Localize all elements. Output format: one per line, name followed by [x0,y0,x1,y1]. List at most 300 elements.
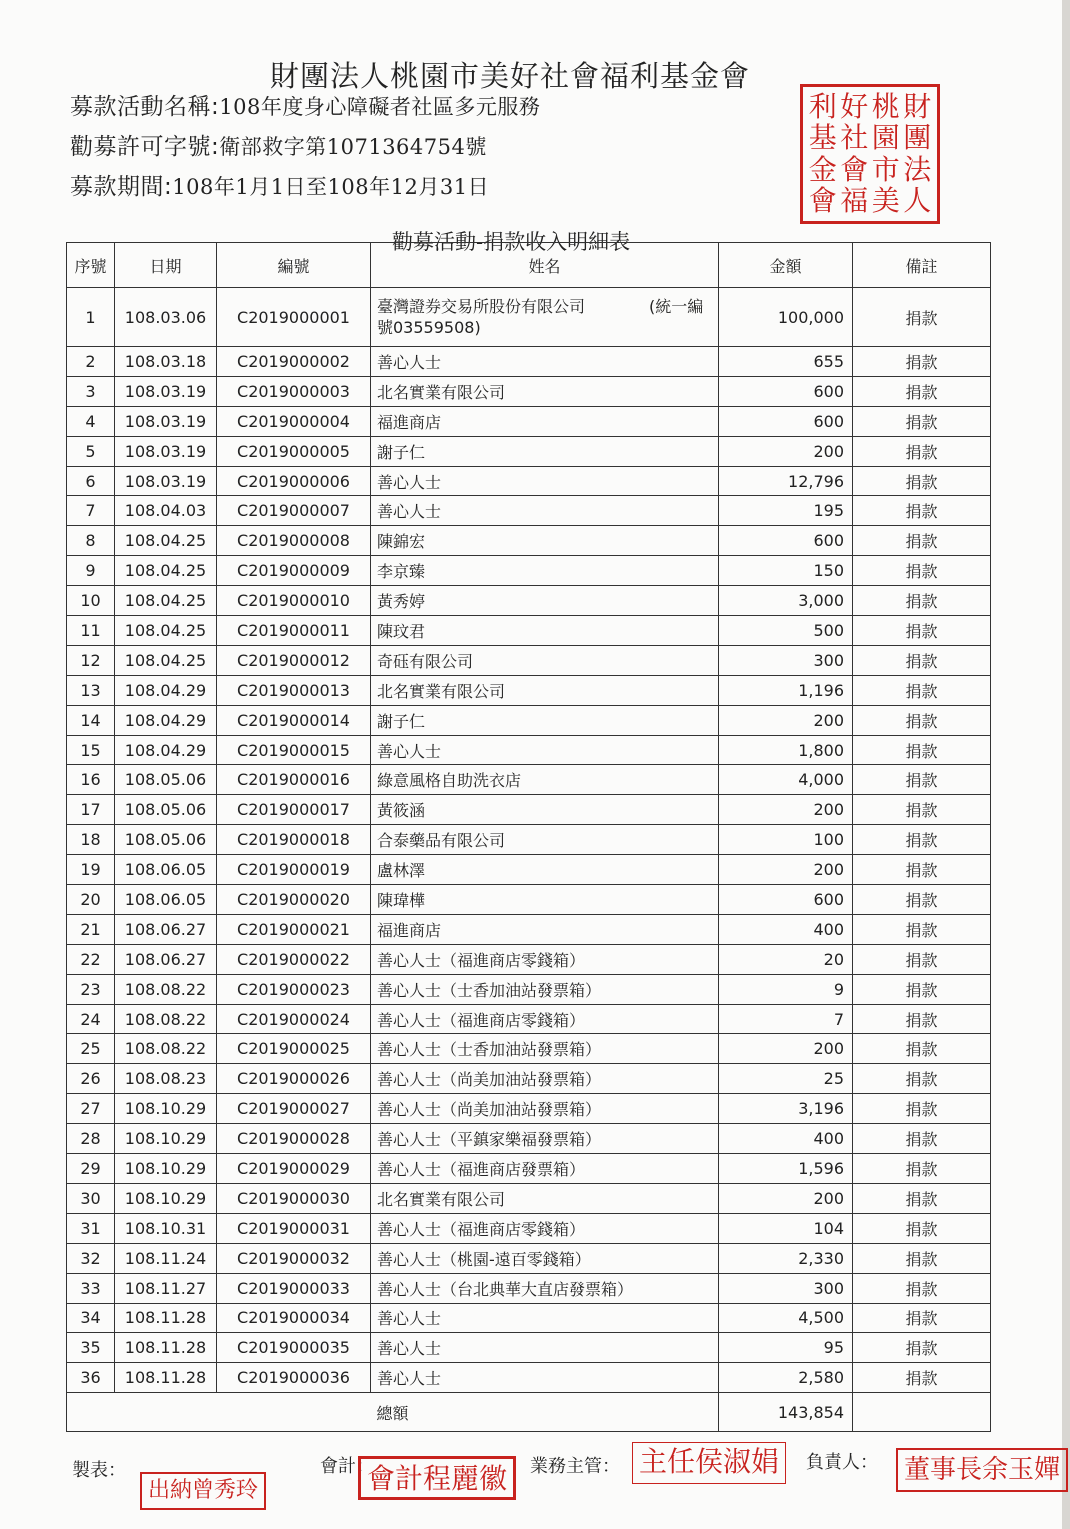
row-code: C2019000025 [217,1034,371,1064]
row-date: 108.04.29 [115,705,217,735]
row-amount: 200 [719,1034,853,1064]
row-amount: 600 [719,526,853,556]
col-header-name: 姓名 [371,243,719,288]
table-row [67,347,991,377]
table-row [67,1243,991,1273]
row-name: 黃秀婷 [371,586,719,616]
row-number: 4 [67,406,115,436]
row-code: C2019000022 [217,944,371,974]
table-row [67,586,991,616]
row-note: 捐款 [853,765,991,795]
row-number: 7 [67,496,115,526]
row-number: 16 [67,765,115,795]
row-date: 108.05.06 [115,795,217,825]
row-note: 捐款 [853,586,991,616]
row-amount: 100,000 [719,288,853,347]
row-amount: 3,000 [719,586,853,616]
row-number: 12 [67,645,115,675]
row-amount: 2,580 [719,1363,853,1393]
permit-line [70,128,487,161]
row-name: 善心人士（士香加油站發票箱） [371,974,719,1004]
row-code: C2019000013 [217,675,371,705]
row-amount: 200 [719,436,853,466]
row-date: 108.11.28 [115,1333,217,1363]
row-name: 謝子仁 [371,436,719,466]
row-date: 108.08.22 [115,1004,217,1034]
row-date: 108.04.25 [115,526,217,556]
row-amount: 200 [719,795,853,825]
table-row [67,735,991,765]
row-name: 盧林澤 [371,855,719,885]
row-code: C2019000002 [217,347,371,377]
row-note: 捐款 [853,795,991,825]
row-code: C2019000023 [217,974,371,1004]
row-amount: 600 [719,885,853,915]
row-amount: 95 [719,1333,853,1363]
row-number: 5 [67,436,115,466]
row-amount: 9 [719,974,853,1004]
row-code: C2019000001 [217,288,371,347]
total-note [853,1393,991,1432]
row-note: 捐款 [853,376,991,406]
table-row [67,288,991,347]
row-number: 9 [67,556,115,586]
row-number: 13 [67,675,115,705]
row-amount: 300 [719,645,853,675]
table-row [67,914,991,944]
row-code: C2019000019 [217,855,371,885]
table-row [67,795,991,825]
row-code: C2019000018 [217,825,371,855]
row-amount: 195 [719,496,853,526]
row-note: 捐款 [853,705,991,735]
row-note: 捐款 [853,1064,991,1094]
row-date: 108.03.18 [115,347,217,377]
row-name: 奇砡有限公司 [371,645,719,675]
row-number: 34 [67,1303,115,1333]
row-note: 捐款 [853,885,991,915]
table-row [67,645,991,675]
row-note: 捐款 [853,974,991,1004]
period-line [70,168,489,201]
permit-value: 衛部救字第1071364754號 [219,135,487,159]
seal-char: 美 [871,184,900,218]
row-name: 善心人士 [371,1333,719,1363]
table-row [67,675,991,705]
row-name: 善心人士（台北典華大直店發票箱） [371,1273,719,1303]
manager-label: 業務主管： [530,1456,620,1477]
row-code: C2019000027 [217,1094,371,1124]
row-note: 捐款 [853,1094,991,1124]
row-date: 108.05.06 [115,825,217,855]
total-row [67,1393,991,1432]
row-note: 捐款 [853,1154,991,1184]
row-name: 善心人士（福進商店發票箱） [371,1154,719,1184]
row-code: C2019000010 [217,586,371,616]
row-number: 27 [67,1094,115,1124]
row-note: 捐款 [853,914,991,944]
table-row [67,825,991,855]
row-code: C2019000012 [217,645,371,675]
page-edge [1062,0,1070,1529]
row-amount: 100 [719,825,853,855]
row-note: 捐款 [853,406,991,436]
row-number: 31 [67,1213,115,1243]
row-code: C2019000008 [217,526,371,556]
row-date: 108.03.06 [115,288,217,347]
table-row [67,1333,991,1363]
total-label: 總額 [67,1393,719,1432]
row-note: 捐款 [853,645,991,675]
row-number: 21 [67,914,115,944]
row-amount: 1,596 [719,1154,853,1184]
row-code: C2019000036 [217,1363,371,1393]
row-note: 捐款 [853,825,991,855]
row-name: 善心人士（士香加油站發票箱） [371,1034,719,1064]
row-note: 捐款 [853,1273,991,1303]
activity-label: 募款活動名稱: [70,94,220,120]
row-name: 善心人士 [371,1363,719,1393]
row-code: C2019000020 [217,885,371,915]
row-name: 北名實業有限公司 [371,675,719,705]
table-row [67,765,991,795]
seal-char: 好 [840,89,869,123]
table-row [67,1363,991,1393]
row-note: 捐款 [853,1183,991,1213]
row-code: C2019000034 [217,1303,371,1333]
row-number: 35 [67,1333,115,1363]
seal-char: 金 [808,152,837,186]
row-date: 108.10.29 [115,1183,217,1213]
row-name: 福進商店 [371,914,719,944]
seal-char: 福 [840,184,869,218]
row-date: 108.06.27 [115,914,217,944]
table-row [67,1213,991,1243]
row-name: 綠意風格自助洗衣店 [371,765,719,795]
row-amount: 3,196 [719,1094,853,1124]
row-date: 108.03.19 [115,466,217,496]
seal-char: 團 [903,121,932,155]
row-date: 108.10.29 [115,1124,217,1154]
row-number: 26 [67,1064,115,1094]
table-row [67,496,991,526]
row-date: 108.06.27 [115,944,217,974]
row-code: C2019000028 [217,1124,371,1154]
row-name: 善心人士 [371,347,719,377]
seal-char: 會 [808,184,837,218]
row-number: 6 [67,466,115,496]
row-code: C2019000014 [217,705,371,735]
row-code: C2019000015 [217,735,371,765]
row-note: 捐款 [853,616,991,646]
col-header-note: 備註 [853,243,991,288]
row-note: 捐款 [853,1303,991,1333]
row-code: C2019000030 [217,1183,371,1213]
row-name: 合泰藥品有限公司 [371,825,719,855]
row-name: 陳玟君 [371,616,719,646]
row-amount: 400 [719,914,853,944]
row-number: 24 [67,1004,115,1034]
period-value: 108年1月1日至108年12月31日 [172,175,490,199]
manager-stamp: 主任侯淑娟 [632,1442,786,1484]
row-date: 108.10.29 [115,1154,217,1184]
row-amount: 500 [719,616,853,646]
row-name: 善心人士（福進商店零錢箱） [371,1004,719,1034]
activity-line [70,88,540,121]
row-name: 善心人士 [371,1303,719,1333]
table-row [67,1064,991,1094]
table-row [67,1004,991,1034]
table-row [67,436,991,466]
table-row [67,466,991,496]
seal-char: 會 [840,152,869,186]
row-name: 善心人士（福進商店零錢箱） [371,944,719,974]
row-note: 捐款 [853,1333,991,1363]
row-date: 108.03.19 [115,406,217,436]
row-name: 黃筱涵 [371,795,719,825]
row-code: C2019000033 [217,1273,371,1303]
row-number: 2 [67,347,115,377]
row-note: 捐款 [853,675,991,705]
row-number: 22 [67,944,115,974]
row-amount: 300 [719,1273,853,1303]
row-name: 陳錦宏 [371,526,719,556]
row-amount: 200 [719,1183,853,1213]
row-number: 17 [67,795,115,825]
row-amount: 20 [719,944,853,974]
row-number: 30 [67,1183,115,1213]
seal-char: 市 [871,152,900,186]
row-number: 1 [67,288,115,347]
row-date: 108.04.29 [115,675,217,705]
table-row [67,1094,991,1124]
table-row [67,376,991,406]
row-date: 108.11.27 [115,1273,217,1303]
row-date: 108.04.25 [115,645,217,675]
row-date: 108.04.29 [115,735,217,765]
table-row [67,556,991,586]
row-code: C2019000021 [217,914,371,944]
chairman-stamp: 董事長余玉嬋 [896,1448,1068,1492]
row-date: 108.04.03 [115,496,217,526]
row-date: 108.11.24 [115,1243,217,1273]
row-note: 捐款 [853,1363,991,1393]
row-number: 8 [67,526,115,556]
row-number: 19 [67,855,115,885]
row-note: 捐款 [853,855,991,885]
row-note: 捐款 [853,1034,991,1064]
table-row [67,974,991,1004]
row-date: 108.08.22 [115,974,217,1004]
row-note: 捐款 [853,1124,991,1154]
row-note: 捐款 [853,735,991,765]
table-row [67,1273,991,1303]
row-name: 善心人士（尚美加油站發票箱） [371,1064,719,1094]
row-note: 捐款 [853,556,991,586]
row-name: 李京臻 [371,556,719,586]
row-date: 108.11.28 [115,1363,217,1393]
organization-seal [800,84,940,224]
row-date: 108.08.23 [115,1064,217,1094]
row-note: 捐款 [853,944,991,974]
table-header-row [67,243,991,288]
row-note: 捐款 [853,496,991,526]
row-date: 108.04.25 [115,586,217,616]
row-amount: 655 [719,347,853,377]
total-amount: 143,854 [719,1393,853,1432]
row-code: C2019000031 [217,1213,371,1243]
row-date: 108.04.25 [115,556,217,586]
row-code: C2019000032 [217,1243,371,1273]
row-date: 108.10.29 [115,1094,217,1124]
table-row [67,1183,991,1213]
row-amount: 600 [719,376,853,406]
seal-char: 法 [903,152,932,186]
accounting-label: 會計： [320,1456,374,1477]
row-name: 善心人士（桃園-遠百零錢箱） [371,1243,719,1273]
row-name: 臺灣證券交易所股份有限公司 (統一編號03559508) [371,288,719,347]
row-code: C2019000024 [217,1004,371,1034]
row-number: 36 [67,1363,115,1393]
row-number: 33 [67,1273,115,1303]
row-amount: 200 [719,855,853,885]
seal-char: 社 [840,121,869,155]
table-row [67,616,991,646]
row-code: C2019000035 [217,1333,371,1363]
row-number: 18 [67,825,115,855]
table-row [67,1303,991,1333]
cashier-stamp: 出納曾秀玲 [140,1472,266,1510]
col-header-date: 日期 [115,243,217,288]
row-number: 14 [67,705,115,735]
row-amount: 104 [719,1213,853,1243]
row-amount: 7 [719,1004,853,1034]
row-date: 108.05.06 [115,765,217,795]
seal-char: 利 [808,89,837,123]
seal-char: 人 [903,184,932,218]
row-number: 23 [67,974,115,1004]
row-note: 捐款 [853,288,991,347]
row-code: C2019000011 [217,616,371,646]
row-name: 謝子仁 [371,705,719,735]
row-date: 108.03.19 [115,376,217,406]
row-date: 108.10.31 [115,1213,217,1243]
row-note: 捐款 [853,526,991,556]
row-amount: 1,196 [719,675,853,705]
row-code: C2019000017 [217,795,371,825]
table-row [67,944,991,974]
seal-char: 基 [808,121,837,155]
accountant-stamp: 會計程麗徽 [358,1456,516,1500]
row-date: 108.11.28 [115,1303,217,1333]
table-row [67,1154,991,1184]
table-row [67,406,991,436]
table-title: 勸募活動-捐款收入明細表 [392,230,631,254]
row-number: 28 [67,1124,115,1154]
donation-table [66,242,991,1432]
row-amount: 12,796 [719,466,853,496]
row-name: 善心人士（平鎮家樂福發票箱） [371,1124,719,1154]
row-date: 108.06.05 [115,855,217,885]
row-date: 108.08.22 [115,1034,217,1064]
row-amount: 150 [719,556,853,586]
col-header-amount: 金額 [719,243,853,288]
row-date: 108.06.05 [115,885,217,915]
table-row [67,526,991,556]
row-note: 捐款 [853,1243,991,1273]
table-row [67,705,991,735]
row-number: 32 [67,1243,115,1273]
row-name: 福進商店 [371,406,719,436]
row-number: 11 [67,616,115,646]
row-number: 3 [67,376,115,406]
row-amount: 600 [719,406,853,436]
seal-char: 桃 [871,89,900,123]
row-name: 善心人士（福進商店零錢箱） [371,1213,719,1243]
row-name: 陳瑋樺 [371,885,719,915]
row-code: C2019000005 [217,436,371,466]
row-code: C2019000004 [217,406,371,436]
row-note: 捐款 [853,466,991,496]
period-label: 募款期間: [70,174,173,200]
row-name: 善心人士 [371,466,719,496]
row-number: 25 [67,1034,115,1064]
row-note: 捐款 [853,436,991,466]
row-amount: 1,800 [719,735,853,765]
row-note: 捐款 [853,347,991,377]
table-row [67,1034,991,1064]
prepared-label: 製表： [72,1460,126,1481]
organization-title: 財團法人桃園市美好社會福利基金會 [270,59,751,93]
seal-char: 園 [871,121,900,155]
row-amount: 4,500 [719,1303,853,1333]
row-number: 20 [67,885,115,915]
col-header-code: 編號 [217,243,371,288]
row-code: C2019000003 [217,376,371,406]
row-name: 善心人士 [371,496,719,526]
row-code: C2019000016 [217,765,371,795]
row-name: 善心人士（尚美加油站發票箱） [371,1094,719,1124]
row-code: C2019000029 [217,1154,371,1184]
table-row [67,1124,991,1154]
row-name: 善心人士 [371,735,719,765]
row-note: 捐款 [853,1004,991,1034]
row-note: 捐款 [853,1213,991,1243]
table-row [67,885,991,915]
row-code: C2019000009 [217,556,371,586]
row-date: 108.03.19 [115,436,217,466]
row-code: C2019000007 [217,496,371,526]
row-code: C2019000006 [217,466,371,496]
table-row [67,855,991,885]
row-amount: 2,330 [719,1243,853,1273]
row-number: 29 [67,1154,115,1184]
seal-char: 財 [903,89,932,123]
row-code: C2019000026 [217,1064,371,1094]
activity-value: 108年度身心障礙者社區多元服務 [219,95,541,119]
row-amount: 25 [719,1064,853,1094]
row-date: 108.04.25 [115,616,217,646]
row-amount: 4,000 [719,765,853,795]
row-amount: 400 [719,1124,853,1154]
row-name: 北名實業有限公司 [371,376,719,406]
row-number: 10 [67,586,115,616]
permit-label: 勸募許可字號: [70,134,220,160]
row-amount: 200 [719,705,853,735]
responsible-label: 負責人： [806,1452,878,1473]
row-name: 北名實業有限公司 [371,1183,719,1213]
col-header-no: 序號 [67,243,115,288]
